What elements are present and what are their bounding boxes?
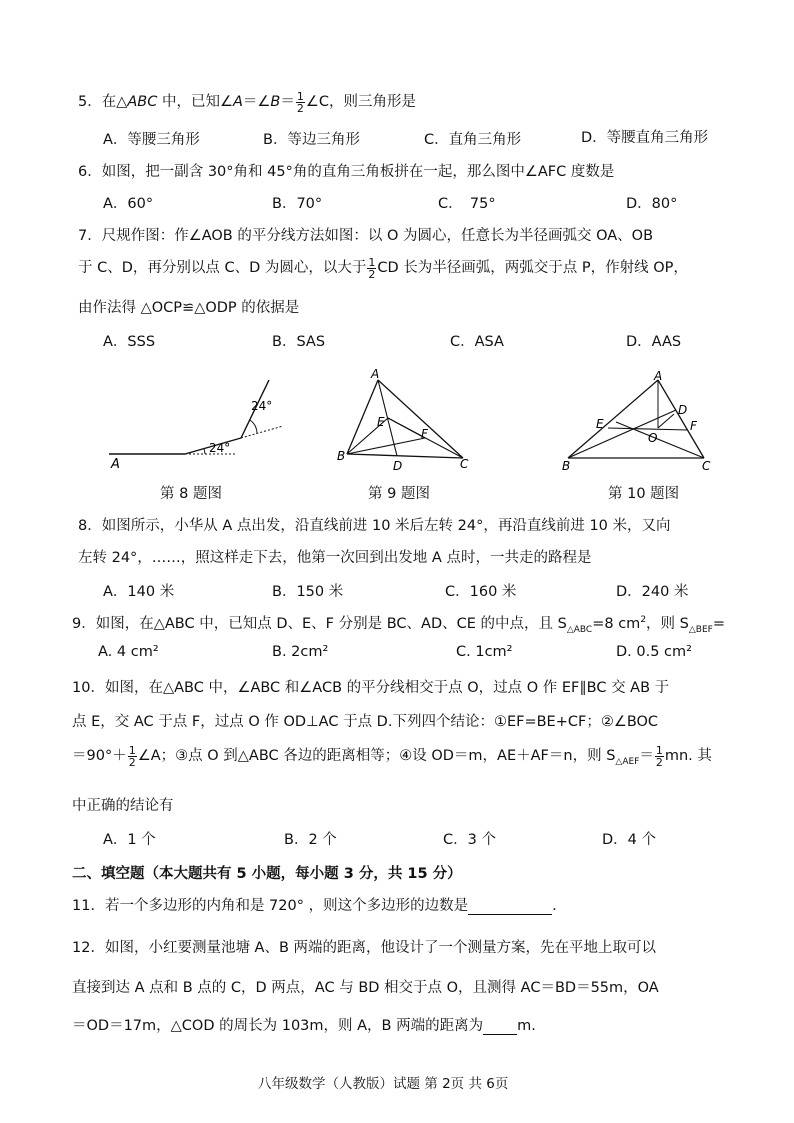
fig8-caption: 第 8 题图	[160, 486, 222, 502]
q10-option-d: D．4 个	[602, 832, 656, 848]
q8-line2: 左转 24°，……，照这样走下去，他第一次回到出发地 A 点时，一共走的路程是	[78, 550, 592, 566]
q9-stem: 9．如图，在△ABC 中，已知点 D、E、F 分别是 BC、AD、CE 的中点，且 $S_{\triangle ABC}=8$ $cm^2$，则 $S_{\triangle BEF}=$	[72, 615, 725, 635]
fig9-label-f: F	[421, 427, 428, 441]
q7-line2: 于 C、D，再分别以点 C、D 为圆心，以大于 $\frac{1}{2}$ CD 长为半径画弧，两弧交于点 P，作射线 OP，	[78, 255, 688, 281]
q11-answer-blank[interactable]	[468, 898, 552, 915]
q10-option-b: B．2 个	[284, 832, 337, 848]
q10-fraction-1: $\frac{1}{2}$	[128, 743, 136, 769]
fig10-label-f: F	[690, 419, 697, 433]
q6-option-d: D．80°	[626, 196, 678, 212]
fig9-label-c: C	[460, 457, 469, 471]
q7-option-c: C．ASA	[450, 334, 504, 350]
fig10-label-a: A	[654, 370, 663, 383]
q5-fraction: $\frac{1}{2}$	[296, 89, 304, 115]
fig8-angle-arc-2	[250, 420, 257, 433]
q10-fraction-2: $\frac{1}{2}$	[655, 743, 663, 769]
q6-option-c: C． 75°	[438, 196, 496, 212]
q12-line3: ＝OD＝17m，△COD 的周长为 103m，则 A，B 两端的距离为 m.	[72, 1018, 536, 1034]
q10-line2: 点 E，交 AC 于点 F，过点 O 作 OD⊥AC 于点 D.下列四个结论：①EF=BE+CF；②∠BOC	[72, 714, 659, 730]
q8-option-b: B．150 米	[272, 584, 344, 600]
q8-line1: 8．如图所示，小华从 A 点出发，沿直线前进 10 米后左转 24°，再沿直线前进 10 米，又向	[78, 518, 671, 534]
fig10-side-ab	[568, 380, 658, 458]
fig10-label-b: B	[562, 459, 571, 473]
q5-option-b: B．等边三角形	[263, 132, 360, 148]
q5-option-a: A．等腰三角形	[103, 132, 200, 148]
fig9-side-ab	[347, 380, 378, 454]
fig9-label-b: B	[337, 449, 346, 463]
q10-line1: 10．如图，在△ABC 中，∠ABC 和∠ACB 的平分线相交于点 O，过点 O 作 EF∥BC 交 AB 于	[72, 680, 670, 696]
q7-fraction: $\frac{1}{2}$	[368, 255, 376, 281]
q10-option-c: C．3 个	[443, 832, 496, 848]
fig9-side-bc	[347, 454, 463, 458]
fig9-label-e: E	[377, 415, 385, 429]
fig10-side-ac	[658, 380, 704, 458]
fig10-line-ef	[608, 428, 688, 430]
fig10-segment-od	[658, 414, 674, 428]
q12-line1: 12．如图，小红要测量池塘 A、B 两端的距离，他设计了一个测量方案，先在平地上取可以	[72, 940, 657, 956]
q7-line1: 7．尺规作图：作∠AOB 的平分线方法如图：以 O 为圆心，任意长为半径画弧交 OA、OB	[78, 228, 654, 244]
q8-option-c: C．160 米	[445, 584, 517, 600]
q5-option-c: C．直角三角形	[424, 132, 522, 148]
page-footer: 八年级数学（人教版）试题 第 2页 共 6页	[258, 1076, 509, 1092]
fig9-segment-ef	[388, 418, 425, 438]
fig8-label-a: A	[111, 457, 120, 472]
q9-option-a: A. 4 cm²	[98, 644, 159, 660]
fig10-label-e: E	[596, 417, 604, 431]
figure-9	[335, 368, 475, 474]
fig10-label-o: O	[648, 431, 658, 445]
q11-stem: 11．若一个多边形的内角和是 720° ，则这个多边形的边数是 .	[72, 898, 557, 914]
section-2-title: 二、填空题（本大题共有 5 小题，每小题 3 分，共 15 分）	[72, 866, 462, 882]
q12-line2: 直接到达 A 点和 B 点的 C，D 两点，AC 与 BD 相交于点 O，且测得 AC＝BD＝55m，OA	[72, 980, 659, 996]
fig8-angle-arc-1	[204, 449, 205, 454]
fig8-angle-label-2: 24°	[251, 399, 273, 413]
q7-option-a: A．SSS	[103, 334, 156, 350]
q5-stem: 5．在△ABC 中，已知∠A＝∠B＝ $\frac{1}{2}$ ∠C，则三角形是	[78, 89, 416, 115]
q8-option-a: A．140 米	[103, 584, 175, 600]
q6-stem: 6．如图，把一副含 30°角和 45°角的直角三角板拼在一起，那么图中∠AFC 度数是	[78, 164, 615, 180]
q10-option-a: A．1 个	[103, 832, 156, 848]
q9-option-d: D. 0.5 cm²	[616, 644, 692, 660]
fig10-bisector-b	[568, 410, 676, 458]
fig9-caption: 第 9 题图	[368, 486, 430, 502]
q6-option-a: A．60°	[103, 196, 154, 212]
q7-option-d: D．AAS	[626, 334, 682, 350]
fig8-angle-label-1: 24°	[209, 441, 231, 455]
fig9-label-d: D	[393, 459, 403, 473]
figure-10	[556, 370, 716, 474]
q9-option-c: C. 1cm²	[456, 644, 513, 660]
fig9-label-a: A	[371, 368, 380, 381]
figure-8	[105, 372, 285, 472]
fig8-extension-2	[241, 426, 283, 438]
q6-option-b: B．70°	[272, 196, 323, 212]
q7-line3: 由作法得 △OCP≌△ODP 的依据是	[78, 300, 300, 316]
q10-line4: 中正确的结论有	[72, 798, 174, 814]
q9-option-b: B. 2cm²	[272, 644, 329, 660]
q12-answer-blank[interactable]	[483, 1018, 517, 1035]
q10-line3: ＝90°＋ $\frac{1}{2}$ ∠A；③点 O 到△ABC 各边的距离相等；④设 OD＝m，AE＋AF＝n，则 $S_{\triangle AEF}=$ $\frac{1}{2}$ mn. 其	[72, 743, 712, 769]
fig10-caption: 第 10 题图	[608, 486, 680, 502]
q8-option-d: D．240 米	[616, 584, 689, 600]
fig10-label-c: C	[702, 459, 711, 473]
fig10-label-d: D	[678, 403, 688, 417]
q7-option-b: B．SAS	[272, 334, 326, 350]
fig9-segment-bf	[347, 438, 425, 454]
q5-option-d: D．等腰直角三角形	[581, 130, 709, 146]
